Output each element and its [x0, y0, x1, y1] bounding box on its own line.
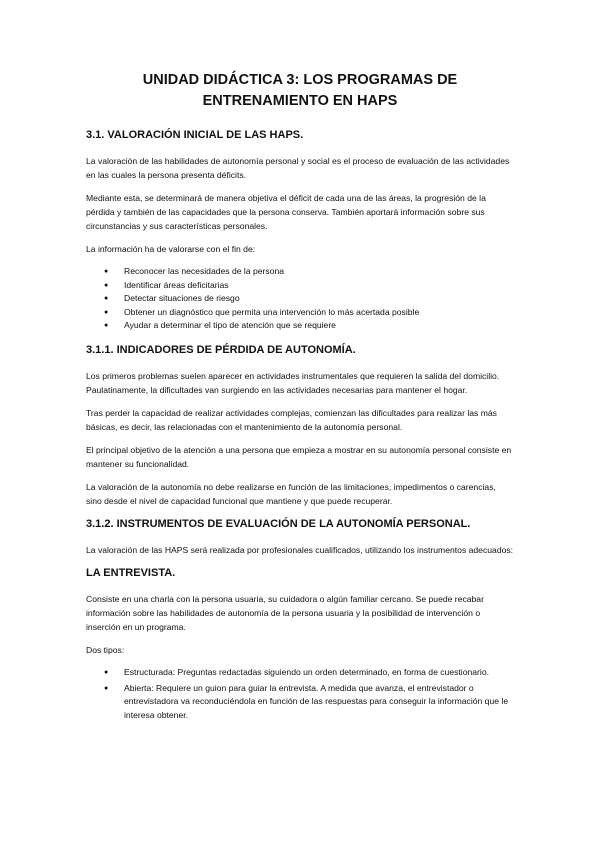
- paragraph: Mediante esta, se determinará de manera objetiva el déficit de cada una de las áreas, la progresión de la pérdida y también de las capacidades que la persona conserva. También aportará información sobre sus circunstancias y sus características personales.: [86, 193, 486, 231]
- bullet-list: [86, 265, 514, 333]
- section-heading-3-1: 3.1. VALORACIÓN INICIAL DE LAS HAPS.: [86, 129, 304, 141]
- bullet-list: [86, 666, 514, 722]
- list-item: ● Ayudar a determinar el tipo de atención que se requiere: [86, 319, 514, 333]
- list-item: ● Estructurada: Preguntas redactadas siguiendo un orden determinado, en forma de cuestionario.: [86, 666, 514, 680]
- document-title: UNIDAD DIDÁCTICA 3: LOS PROGRAMAS DE ENTRENAMIENTO EN HAPS: [142, 72, 458, 109]
- paragraph: Tras perder la capacidad de realizar actividades complejas, comienzan las dificultades para realizar las más básicas, es decir, las relacionadas con el mantenimiento de la autonomía personal.: [86, 407, 497, 432]
- paragraph: La valoración de la autonomía no debe realizarse en función de las limitaciones, impedimentos o carencias, sino desde el nivel de capacidad funcional que mantiene y que puede recuperar.: [86, 481, 496, 506]
- paragraph: Los primeros problemas suelen aparecer en actividades instrumentales que requieren la salida del domicilio. Paulatinamente, la dificultades van surgiendo en las actividades necesarias para mantener el hogar.: [86, 370, 500, 395]
- section-heading-3-1-1: 3.1.1. INDICADORES DE PÉRDIDA DE AUTONOMÍA.: [86, 343, 356, 356]
- paragraph: La valoración de las HAPS será realizada por profesionales cualificados, utilizando los instrumentos adecuados:: [86, 544, 514, 555]
- paragraph: La información ha de valorarse con el fin de:: [86, 244, 256, 254]
- bullet-icon: ●: [104, 308, 109, 316]
- bullet-icon: ●: [104, 668, 109, 676]
- bullet-icon: ●: [104, 281, 109, 289]
- list-item: ● Reconocer las necesidades de la persona: [86, 265, 514, 279]
- list-item: ● Obtener un diagnóstico que permita una intervención lo más acertada posible: [86, 306, 514, 320]
- list-item: ● Detectar situaciones de riesgo: [86, 292, 514, 306]
- bullet-icon: ●: [104, 268, 109, 275]
- bullet-icon: ●: [104, 295, 109, 303]
- paragraph: Dos tipos:: [86, 644, 125, 655]
- section-heading-3-1-2: 3.1.2. INSTRUMENTOS DE EVALUACIÓN DE LA AUTONOMÍA PERSONAL.: [86, 517, 471, 530]
- bullet-icon: ●: [104, 322, 109, 330]
- paragraph: El principal objetivo de la atención a una persona que empieza a mostrar en su autonomía personal consiste en mantener su funcionalidad.: [86, 444, 512, 469]
- paragraph: Consiste en una charla con la persona usuaria, su cuidadora o algún familiar cercano. Se puede recabar información sobre las habilidades de autonomía de la persona usuaria y la posibilidad de intervención o inserción en un programa.: [86, 593, 484, 632]
- list-item: ● Identificar áreas deficitarias: [86, 279, 514, 293]
- bullet-icon: ●: [104, 684, 109, 692]
- subsection-heading-entrevista: LA ENTREVISTA.: [86, 566, 176, 579]
- paragraph: La valoración de las habilidades de autonomía personal y social es el proceso de evaluación de las actividades en las cuales la persona presenta déficits.: [86, 156, 510, 180]
- list-item: ● Abierta: Requiere un guion para guiar la entrevista. A medida que avanza, el entrevistador o entrevistadora va reconduciéndola en función de las respuestas para conseguir la información que le interesa obtener.: [104, 682, 509, 720]
